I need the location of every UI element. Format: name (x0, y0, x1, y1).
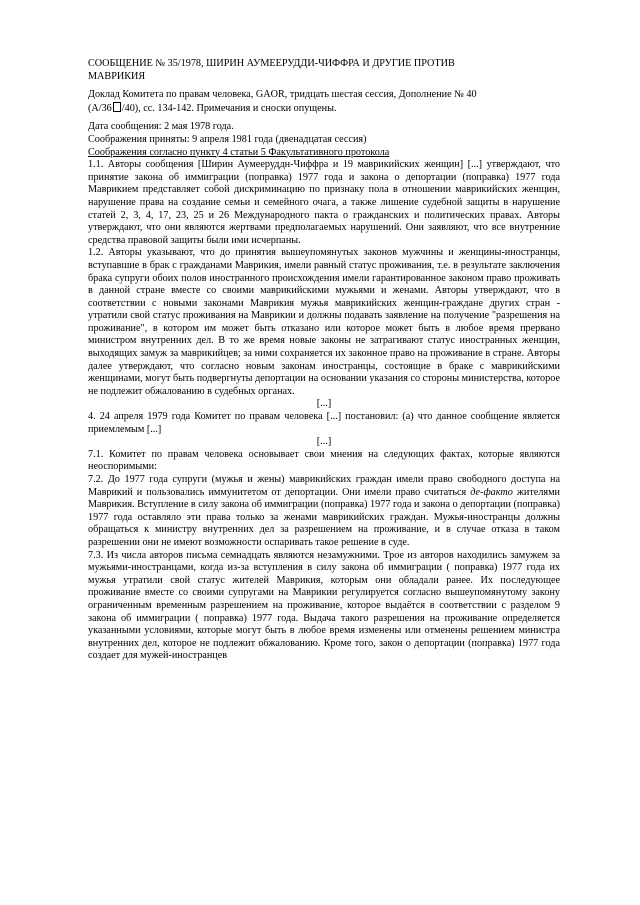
source-citation-line-1: Доклад Комитета по правам человека, GAOR, тридцать шестая сессия, Дополнение № 40 (88, 89, 477, 101)
paragraph-7-2-part-2: жителями Маврикия. Вступление в силу закона об иммиграции (поправка) 1977 года и закона о депортации (поправка) 1977 года оставляло эти права только за женами маврикийских граждан. Мужья-иностранцы должны обращаться к министру внутренних дел за разрешением на проживание, и в случае отказа в таком разрешении они не имеют возможности оспаривать такое решение в суде. (88, 486, 560, 548)
document-body (88, 58, 560, 663)
source-citation (88, 89, 560, 115)
source-citation-line-2-suffix: /40), сс. 134-142. Примечания и сноски опущены. (121, 102, 337, 114)
paragraph-1-1: 1.1. Авторы сообщения [Ширин Аумееруддн-Чиффра и 19 маврикийских женщин] [...] утверждают, что принятие закона об иммиграции (поправка) 1977 года и закона о депортации (поправка) 1977 года Маврикием представляет собой дискриминацию по признаку пола в отношении маврикийских женщин, нарушение права на создание семьи и семейного очага, а также лишение судебной защиты в нарушение статей 2, 3, 4, 17, 23, 25 и 26 Международного пакта о гражданских и политических правах. Авторы утверждают, что они являются жертвами предполагаемых нарушений. Они заявляют, что все внутренние средства правовой защиты были ими исчерпаны. (88, 159, 560, 246)
document-title (88, 58, 560, 83)
date-of-communication: Дата сообщения: 2 мая 1978 года. (88, 121, 234, 133)
paragraph-7-2-part-1: 7.2. До 1977 года супруги (мужья и жены) маврикийских граждан имели право свободного доступа на Маврикий и пользовались иммунитетом от депортации. Они имели право считаться (88, 474, 560, 498)
paragraph-7-2 (88, 474, 560, 550)
paragraph-7-1: 7.1. Комитет по правам человека основывает свои мнения на следующих фактах, которые являются неоспоримыми: (88, 448, 560, 473)
missing-glyph-box-icon (113, 102, 121, 112)
section-heading-views: Соображения согласно пункту 4 статьи 5 Факультативного протокола (88, 146, 390, 158)
paragraph-7-2-italic-term: де-факто (470, 486, 513, 498)
paragraph-7-3: 7.3. Из числа авторов письма семнадцать являются незамужними. Трое из авторов находились замужем за мужьями-иностранцами, когда из-за вступления в силу закона об иммиграции ( поправка) 1977 года их мужья утратили свой статус жителей Маврикия, которым они обладали ранее. Их последующее проживание вместе со своими супругами на Маврикии регулируется согласно вышеупомянутому закону ограниченным временным разрешением на проживание, которое выдаётся в соответствии с разделом 9 закона об иммиграции ( поправка) 1977 года. Выдача такого разрешения на проживание определяется указанными условиями, которые могут быть в любое время изменены или отменены решением министра внутренних дел, которое не подлежит обжалованию. Кроме того, закон о депортации (поправка) 1977 года создает для мужей-иностранцев (88, 549, 560, 662)
document-title-line-1: СООБЩЕНИЕ № 35/1978, ШИРИН АУМЕЕРУДДИ-ЧИФФРА И ДРУГИЕ ПРОТИВ (88, 58, 455, 69)
document-title-line-2: МАВРИКИЯ (88, 70, 146, 82)
ellipsis-break-2: [...] (316, 436, 332, 448)
paragraph-4: 4. 24 апреля 1979 года Комитет по правам человека [...] постановил: (а) что данное сообщение является приемлемым [...] (88, 411, 560, 435)
paragraph-1-2: 1.2. Авторы указывают, что до принятия вышеупомянутых законов мужчины и женщины-иностранцы, вступавшие в брак с гражданами Маврикия, имели равный статус проживания, т.е. в результате заключения брака супруги обоих полов иностранного происхождения имели гарантированное законом право проживать в данной стране вместе со своими маврикийскими мужьями и женами. Авторы утверждают, что в соответствии с новыми законами Маврикия мужья маврикийских женщин-граждане других стран - утратили свой статус проживания на Маврикии и должны подавать заявление на получение "разрешения на проживание", в котором им может быть отказано или которое может быть в любое время прервано министром внутренних дел. В то же время новые законы не затрагивают статус иностранных женщин, выходящих замуж за маврикийцев; за ними сохраняется их законное право на проживание в стране. Авторы далее утверждают, что согласно новым законам иностранцы, состоящие в браке с маврикийскими женщинами, могут быть подвергнуты депортации на основании указания со стороны министерства, которое не подлежит обжалованию в судебных органах. (88, 247, 560, 397)
source-citation-line-2-prefix: (А/36 (88, 102, 112, 114)
date-views-adopted: Соображения приняты: 9 апреля 1981 года (двенадцатая сессия) (88, 133, 367, 145)
ellipsis-break-1: [...] (316, 398, 332, 410)
